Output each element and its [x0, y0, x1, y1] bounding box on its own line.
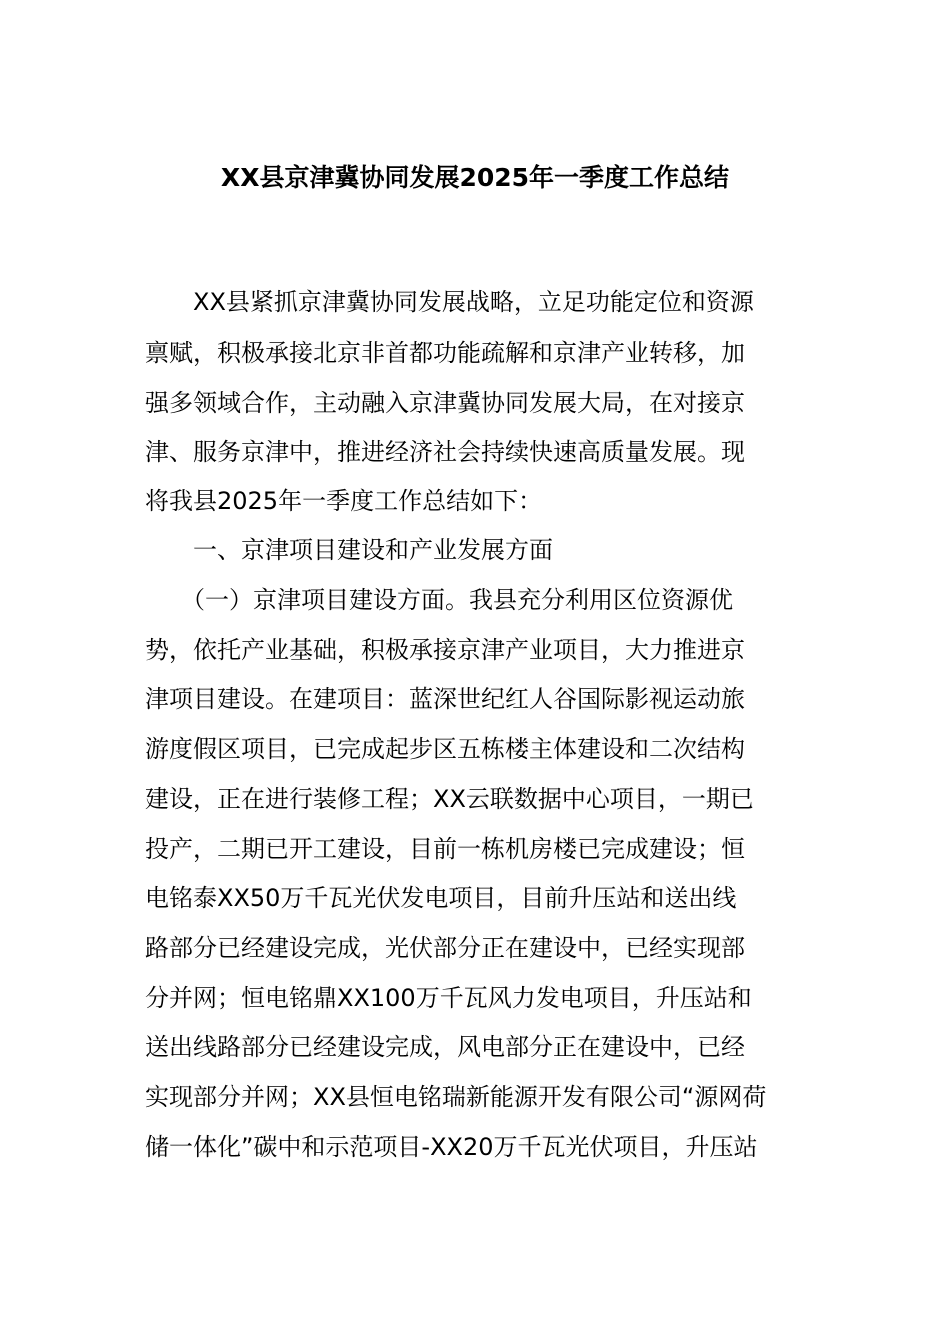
body-line-18: 储一体化”碳中和示范项目-XX20万千瓦光伏项目，升压站 [145, 1133, 758, 1161]
body-line-10: 游度假区项目，已完成起步区五栋楼主体建设和二次结构 [145, 735, 745, 763]
body-line-17: 实现部分并网；XX县恒电铭瑞新能源开发有限公司“源网荷 [145, 1083, 767, 1111]
body-line-5: 将我县2025年一季度工作总结如下： [145, 487, 543, 515]
body-line-13: 电铭泰XX50万千瓦光伏发电项目，目前升压站和送出线 [145, 884, 737, 912]
body-line-2: 禀赋，积极承接北京非首都功能疏解和京津产业转移，加 [145, 339, 745, 367]
body-line-12: 投产，二期已开工建设，目前一栋机房楼已完成建设；恒 [145, 835, 745, 863]
body-line-7: （一）京津项目建设方面。我县充分利用区位资源优 [145, 586, 733, 614]
body-line-3: 强多领域合作，主动融入京津冀协同发展大局，在对接京 [145, 389, 745, 417]
body-line-15: 分并网；恒电铭鼎XX100万千瓦风力发电项目，升压站和 [145, 984, 752, 1012]
section-heading-1: 一、京津项目建设和产业发展方面 [145, 536, 553, 564]
body-line-11: 建设，正在进行装修工程；XX云联数据中心项目，一期已 [145, 785, 754, 813]
body-line-8: 势，依托产业基础，积极承接京津产业项目，大力推进京 [145, 636, 745, 664]
body-line-14: 路部分已经建设完成，光伏部分正在建设中，已经实现部 [145, 934, 745, 962]
body-line-4: 津、服务京津中，推进经济社会持续快速高质量发展。现 [145, 438, 745, 466]
document-title: XX县京津冀协同发展2025年一季度工作总结 [220, 163, 730, 192]
body-line-1: XX县紧抓京津冀协同发展战略，立足功能定位和资源 [145, 288, 754, 316]
body-line-16: 送出线路部分已经建设完成，风电部分正在建设中，已经 [145, 1033, 745, 1061]
body-line-9: 津项目建设。在建项目：蓝深世纪红人谷国际影视运动旅 [145, 685, 745, 713]
